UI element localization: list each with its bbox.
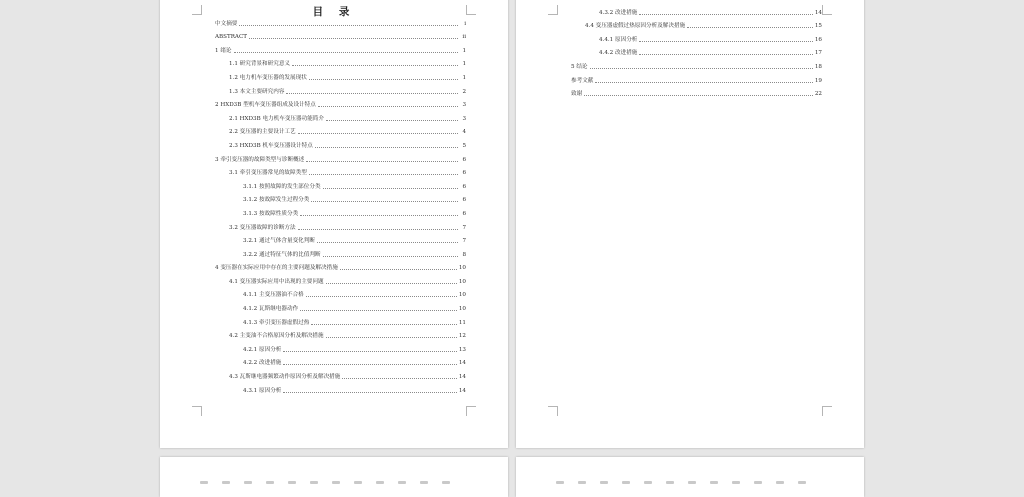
document-page-2: [516, 0, 864, 448]
toc-entry[interactable]: [571, 70, 822, 84]
toc-entry-page-number: 11: [458, 319, 466, 326]
toc-entry[interactable]: [215, 27, 466, 41]
toc-list-continued: [571, 2, 822, 97]
toc-entry-page-number: 10: [458, 278, 466, 285]
toc-entry-text: 参考文献: [571, 77, 594, 84]
toc-entry[interactable]: [571, 56, 822, 70]
toc-entry-text: 3.2 变压器故障的诊断方法: [229, 224, 296, 231]
toc-entry-text: 3 牵引变压器的故障类型与诊断概述: [215, 156, 305, 163]
toc-dot-leader: [584, 95, 813, 96]
toc-entry-page-number: 14: [458, 374, 466, 381]
toc-entry-page-number: 6: [462, 210, 466, 217]
toc-entry-page-number: 1: [462, 61, 466, 68]
toc-entry-page-number: 10: [458, 306, 466, 313]
toc-entry-text: 1 绪论: [215, 47, 232, 54]
toc-entry[interactable]: [215, 108, 466, 122]
toc-dot-leader: [283, 364, 456, 365]
toc-dot-leader: [292, 65, 458, 66]
toc-dot-leader: [687, 27, 813, 28]
toc-entry-text: 4.4.1 原因分析: [599, 36, 638, 43]
toc-entry[interactable]: [215, 163, 466, 177]
toc-entry[interactable]: [571, 43, 822, 57]
toc-entry-page-number: 6: [462, 183, 466, 190]
toc-dot-leader: [239, 25, 458, 26]
toc-entry-text: 3.1 牵引变压器常见的故障类型: [229, 170, 307, 177]
toc-dot-leader: [590, 68, 813, 69]
toc-entry[interactable]: [215, 40, 466, 54]
toc-dot-leader: [315, 147, 458, 148]
toc-dot-leader: [234, 52, 458, 53]
toc-entry-text: 4.4.2 改进措施: [599, 50, 638, 57]
toc-entry-text: 3.1.3 按故障性质分类: [243, 210, 299, 217]
toc-entry[interactable]: [215, 271, 466, 285]
toc-dot-leader: [306, 161, 458, 162]
toc-entry[interactable]: [215, 258, 466, 272]
toc-entry-page-number: 5: [462, 142, 466, 149]
toc-entry-page-number: 6: [462, 197, 466, 204]
toc-entry[interactable]: [215, 135, 466, 149]
toc-entry-text: 4.1 变压器实际应用中出现的主要问题: [229, 278, 324, 285]
toc-entry-page-number: 10: [458, 265, 466, 272]
toc-dot-leader: [249, 38, 458, 39]
toc-entry-text: 1.1 研究背景和研究意义: [229, 61, 291, 68]
toc-dot-leader: [340, 269, 457, 270]
toc-entry-page-number: 7: [462, 224, 466, 231]
toc-entry-text: 3.1.2 按故障发生过程分类: [243, 197, 310, 204]
toc-entry-text: 4.2.2 改进措施: [243, 360, 282, 367]
toc-entry-text: 中文摘要: [215, 20, 238, 27]
toc-entry-page-number: 8: [462, 251, 466, 258]
crop-mark: [548, 406, 558, 416]
toc-entry[interactable]: [215, 366, 466, 380]
toc-entry-text: 4.3.2 改进措施: [599, 9, 638, 16]
document-page-3: [160, 457, 508, 497]
toc-entry-page-number: 6: [462, 156, 466, 163]
toc-entry-page-number: 6: [462, 170, 466, 177]
toc-entry[interactable]: [571, 29, 822, 43]
crop-mark: [192, 406, 202, 416]
toc-entry-text: 4.3 瓦斯继电器频繁动作原因分析及解决措施: [229, 374, 341, 381]
toc-list: [215, 13, 466, 394]
toc-dot-leader: [283, 392, 456, 393]
toc-entry[interactable]: [215, 95, 466, 109]
toc-dot-leader: [298, 133, 458, 134]
toc-entry-page-number: 18: [814, 63, 822, 70]
toc-entry-text: 4.1.1 主变压器油不合格: [243, 292, 304, 299]
toc-entry-text: 1.2 电力机车变压器的发展现状: [229, 74, 307, 81]
toc-dot-leader: [309, 174, 458, 175]
toc-entry-text: 4.4 变压器虚假过热原因分析及解决措施: [585, 23, 686, 30]
toc-entry-page-number: 1: [462, 47, 466, 54]
toc-entry-page-number: 13: [458, 346, 466, 353]
toc-entry-page-number: 7: [462, 238, 466, 245]
toc-entry-page-number: i: [464, 20, 466, 27]
toc-entry-page-number: 19: [814, 77, 822, 84]
toc-entry-text: 2.2 变压器的主要设计工艺: [229, 129, 296, 136]
toc-dot-leader: [326, 120, 458, 121]
toc-entry[interactable]: [215, 176, 466, 190]
toc-entry[interactable]: [215, 312, 466, 326]
toc-dot-leader: [639, 14, 812, 15]
toc-entry[interactable]: [571, 84, 822, 98]
toc-dot-leader: [595, 82, 812, 83]
toc-dot-leader: [323, 188, 458, 189]
toc-entry-text: 2.1 HXD3B 电力机车变压器功能简介: [229, 115, 324, 122]
toc-entry-page-number: 14: [458, 360, 466, 367]
toc-dot-leader: [283, 351, 456, 352]
toc-entry[interactable]: [215, 81, 466, 95]
toc-dot-leader: [306, 296, 457, 297]
toc-entry[interactable]: [215, 203, 466, 217]
toc-entry-text: 2 HXD3B 型机车变压器组成及设计特点: [215, 102, 316, 109]
toc-dot-leader: [323, 256, 458, 257]
document-page-1: [160, 0, 508, 448]
toc-entry-page-number: 3: [462, 102, 466, 109]
toc-entry[interactable]: [215, 217, 466, 231]
toc-dot-leader: [317, 242, 458, 243]
toc-entry[interactable]: [215, 380, 466, 394]
toc-title: 目 录: [312, 6, 356, 18]
toc-entry[interactable]: [215, 149, 466, 163]
toc-entry-page-number: 14: [458, 387, 466, 394]
toc-dot-leader: [639, 41, 812, 42]
toc-entry-text: 4.3.1 原因分析: [243, 387, 282, 394]
toc-entry[interactable]: [571, 16, 822, 30]
toc-dot-leader: [311, 201, 458, 202]
toc-dot-leader: [298, 229, 458, 230]
toc-entry-text: 3.2.2 通过特征气体的比值判断: [243, 251, 321, 258]
toc-entry-page-number: 2: [462, 88, 466, 95]
toc-entry-text: 4 变压器在实际应用中存在的主要问题及解决措施: [215, 265, 338, 272]
toc-entry[interactable]: [215, 231, 466, 245]
toc-entry[interactable]: [571, 2, 822, 16]
toc-entry-text: 4.1.2 瓦斯继电器动作: [243, 306, 299, 313]
toc-entry[interactable]: [215, 244, 466, 258]
toc-entry-text: 3.2.1 通过气体含量变化判断: [243, 238, 315, 245]
crop-mark: [822, 5, 832, 15]
toc-entry-page-number: 12: [458, 333, 466, 340]
toc-entry[interactable]: [215, 285, 466, 299]
toc-entry-page-number: 15: [814, 23, 822, 30]
toc-dot-leader: [300, 215, 458, 216]
toc-entry[interactable]: [215, 353, 466, 367]
document-page-4: [516, 457, 864, 497]
toc-entry[interactable]: [215, 67, 466, 81]
toc-entry[interactable]: [215, 122, 466, 136]
toc-entry-page-number: ii: [462, 34, 466, 41]
toc-entry-page-number: 22: [814, 91, 822, 98]
toc-entry-text: 3.1.1 按照故障的发生部位分类: [243, 183, 321, 190]
toc-entry-text: 4.1.3 牵引变压器虚假过热: [243, 319, 310, 326]
toc-dot-leader: [286, 93, 458, 94]
toc-entry-text: 4.2.1 原因分析: [243, 346, 282, 353]
toc-entry[interactable]: [215, 326, 466, 340]
crop-mark: [548, 5, 558, 15]
toc-entry-text: 5 结论: [571, 63, 588, 70]
toc-entry[interactable]: [215, 13, 466, 27]
toc-entry-page-number: 14: [814, 9, 822, 16]
toc-entry-page-number: 10: [458, 292, 466, 299]
toc-entry-text: 致谢: [571, 91, 583, 98]
toc-dot-leader: [326, 283, 457, 284]
toc-dot-leader: [300, 310, 457, 311]
toc-dot-leader: [639, 54, 812, 55]
toc-dot-leader: [309, 79, 458, 80]
crop-mark: [822, 406, 832, 416]
toc-entry-page-number: 4: [462, 129, 466, 136]
toc-entry-text: 2.3 HXD3B 机车变压器设计特点: [229, 142, 313, 149]
toc-dot-leader: [311, 324, 457, 325]
toc-dot-leader: [326, 337, 457, 338]
toc-entry-page-number: 17: [814, 50, 822, 57]
toc-entry[interactable]: [215, 54, 466, 68]
toc-dot-leader: [342, 378, 457, 379]
toc-entry-text: 1.3 本文主要研究内容: [229, 88, 285, 95]
toc-entry-page-number: 3: [462, 115, 466, 122]
toc-entry[interactable]: [215, 339, 466, 353]
toc-entry-text: 4.2 主变油不合格原因分析及解决措施: [229, 333, 324, 340]
toc-entry-page-number: 16: [814, 36, 822, 43]
toc-entry-text: ABSTRACT: [215, 34, 247, 41]
toc-entry[interactable]: [215, 298, 466, 312]
toc-entry-page-number: 1: [462, 74, 466, 81]
toc-entry[interactable]: [215, 190, 466, 204]
toc-dot-leader: [318, 106, 458, 107]
crop-mark: [466, 406, 476, 416]
